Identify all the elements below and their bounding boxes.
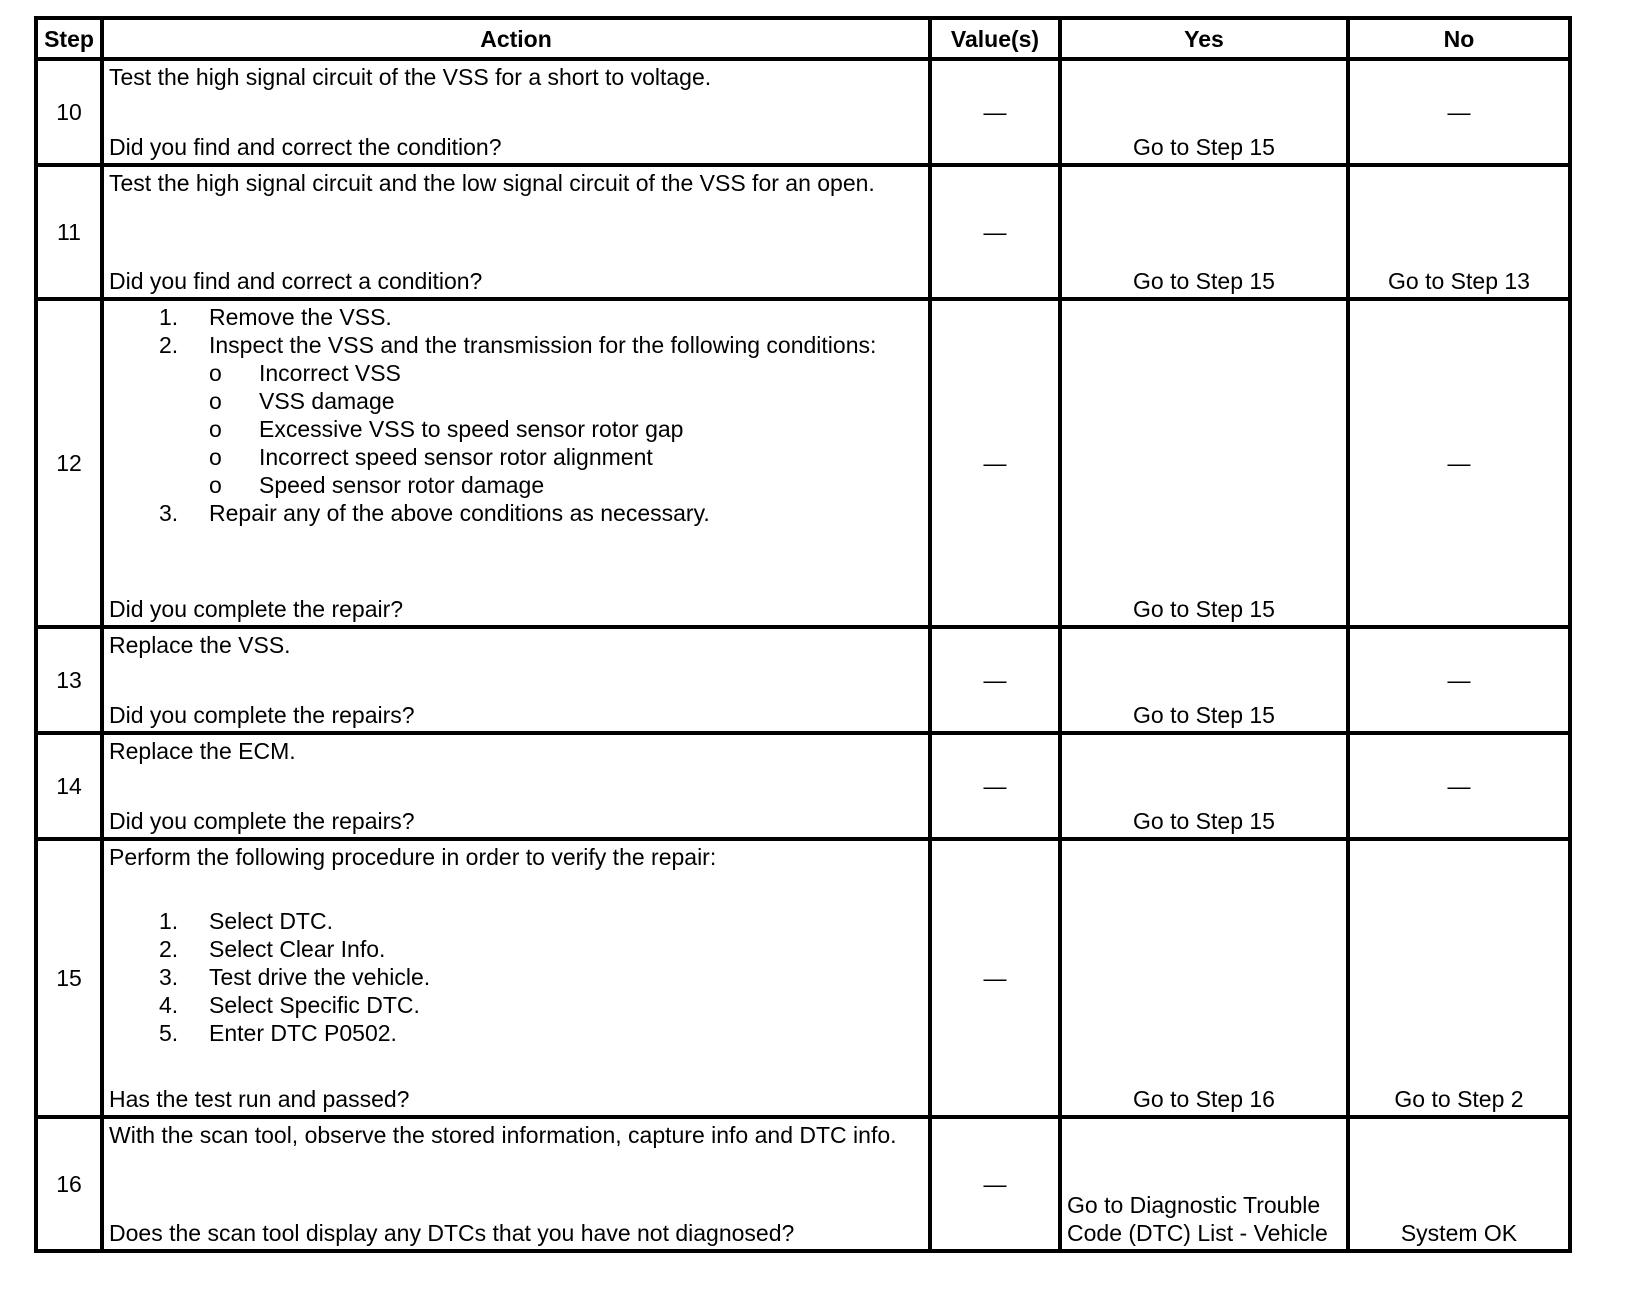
action-cell: [102, 733, 930, 839]
action-question: Did you complete the repairs?: [109, 702, 415, 728]
list-item: o Excessive VSS to speed sensor rotor gap: [209, 416, 684, 442]
action-question: Has the test run and passed?: [109, 1086, 410, 1112]
list-item: o VSS damage: [209, 388, 395, 414]
list-item: 2. Select Clear Info.: [159, 936, 386, 962]
table-row: [36, 1117, 1570, 1251]
action-cell: [102, 1117, 930, 1251]
value-dash: —: [983, 1171, 1007, 1197]
step-number: 10: [36, 59, 102, 165]
value-cell: [930, 59, 1060, 165]
table-row: [36, 165, 1570, 299]
value-cell: [930, 733, 1060, 839]
action-question: Does the scan tool display any DTCs that you have not diagnosed?: [109, 1220, 795, 1246]
list-item: 1. Select DTC.: [159, 908, 333, 934]
value-cell: [930, 299, 1060, 627]
value-dash: —: [983, 219, 1007, 245]
step-number: 15: [36, 839, 102, 1117]
action-text: Perform the following procedure in order to verify the repair:: [109, 844, 717, 870]
procedure-list: [109, 907, 923, 1047]
list-item: 4. Select Specific DTC.: [159, 992, 420, 1018]
action-cell: [102, 627, 930, 733]
value-cell: [930, 1117, 1060, 1251]
list-item: 2. Inspect the VSS and the transmission for the following conditions:: [159, 332, 877, 358]
yes-cell: Go to Step 15: [1060, 299, 1348, 627]
yes-cell: Go to Step 15: [1060, 165, 1348, 299]
value-dash: —: [983, 667, 1007, 693]
value-dash: —: [983, 450, 1007, 476]
sub-list-wrap: [159, 359, 923, 499]
list-item: 1. Remove the VSS.: [159, 304, 392, 330]
conditions-list: [159, 359, 923, 499]
list-item: 3. Test drive the vehicle.: [159, 964, 431, 990]
action-text: Replace the ECM.: [109, 738, 296, 764]
action-cell: [102, 839, 930, 1117]
step-number: 12: [36, 299, 102, 627]
procedure-list: [109, 303, 923, 527]
action-cell: [102, 299, 930, 627]
value-dash: —: [983, 773, 1007, 799]
header-no: No: [1348, 18, 1570, 59]
header-step: Step: [36, 18, 102, 59]
no-cell: —: [1348, 627, 1570, 733]
no-cell: Go to Step 2: [1348, 839, 1570, 1117]
action-question: Did you complete the repairs?: [109, 808, 415, 834]
action-cell: [102, 165, 930, 299]
value-cell: [930, 839, 1060, 1117]
value-dash: —: [983, 99, 1007, 125]
table-row: [36, 839, 1570, 1117]
action-question: Did you find and correct the condition?: [109, 134, 502, 160]
no-cell: Go to Step 13: [1348, 165, 1570, 299]
action-question: Did you complete the repair?: [109, 596, 404, 622]
action-question: Did you find and correct a condition?: [109, 268, 483, 294]
step-number: 14: [36, 733, 102, 839]
yes-cell: Go to Step 16: [1060, 839, 1348, 1117]
list-item: o Speed sensor rotor damage: [209, 472, 545, 498]
action-cell: [102, 59, 930, 165]
list-item: 5. Enter DTC P0502.: [159, 1020, 397, 1046]
action-text: With the scan tool, observe the stored information, capture info and DTC info.: [109, 1122, 897, 1148]
yes-cell: Go to Diagnostic Trouble Code (DTC) List - Vehicle: [1060, 1117, 1348, 1251]
header-yes: Yes: [1060, 18, 1348, 59]
header-action: Action: [102, 18, 930, 59]
header-values: Value(s): [930, 18, 1060, 59]
table-row: [36, 627, 1570, 733]
value-dash: —: [983, 965, 1007, 991]
list-item: 3. Repair any of the above conditions as necessary.: [159, 500, 710, 526]
header-row: [36, 18, 1570, 59]
step-number: 11: [36, 165, 102, 299]
action-text: Test the high signal circuit and the low signal circuit of the VSS for an open.: [109, 170, 875, 196]
list-item: o Incorrect VSS: [209, 360, 401, 386]
yes-cell: Go to Step 15: [1060, 733, 1348, 839]
value-cell: [930, 627, 1060, 733]
step-number: 16: [36, 1117, 102, 1251]
no-cell: —: [1348, 733, 1570, 839]
no-cell: —: [1348, 59, 1570, 165]
list-item: o Incorrect speed sensor rotor alignment: [209, 444, 653, 470]
no-cell: System OK: [1348, 1117, 1570, 1251]
table-row: [36, 733, 1570, 839]
value-cell: [930, 165, 1060, 299]
yes-cell: Go to Step 15: [1060, 627, 1348, 733]
diagnostic-table: [34, 16, 1572, 1253]
action-text: Replace the VSS.: [109, 632, 291, 658]
yes-cell: Go to Step 15: [1060, 59, 1348, 165]
table-row: [36, 299, 1570, 627]
no-cell: —: [1348, 299, 1570, 627]
table-row: [36, 59, 1570, 165]
step-number: 13: [36, 627, 102, 733]
action-text: Test the high signal circuit of the VSS for a short to voltage.: [109, 64, 712, 90]
